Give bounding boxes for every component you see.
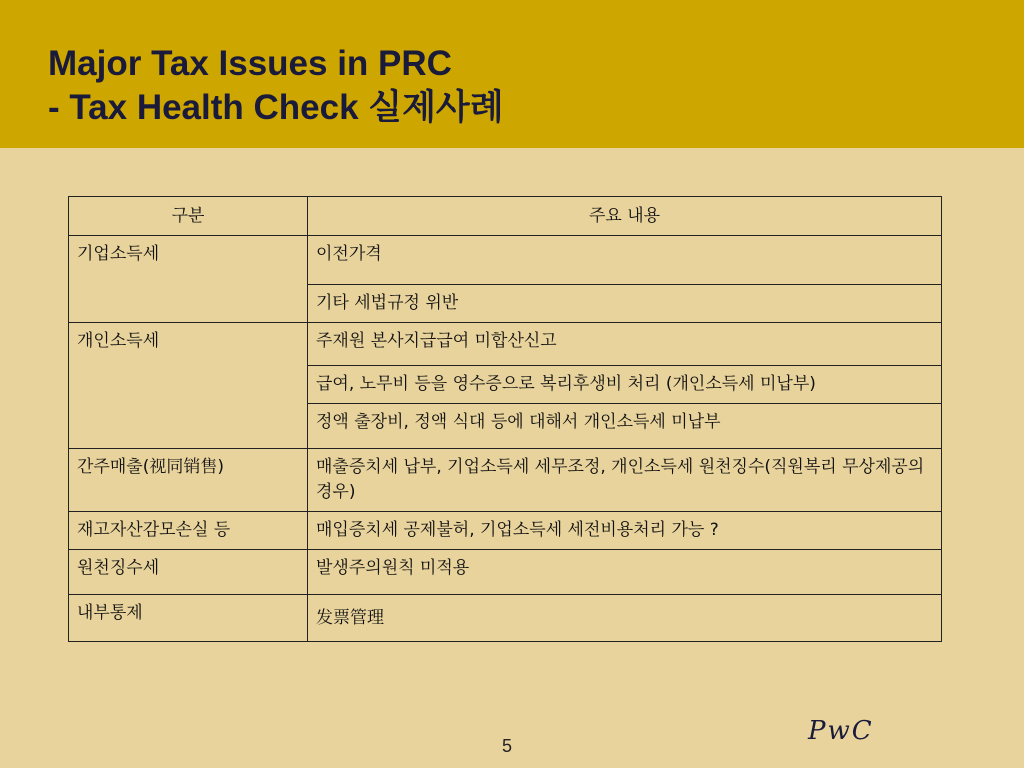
- table-row: [69, 236, 942, 285]
- content-cell: 발생주의원칙 미적용: [308, 550, 942, 595]
- page-number: 5: [502, 736, 513, 756]
- category-cell: 내부통제: [69, 595, 308, 642]
- content-cell: 发票管理: [308, 595, 942, 642]
- content-cell: 급여, 노무비 등을 영수증으로 복리후생비 처리 (개인소득세 미납부): [308, 366, 942, 404]
- table-header-row: [69, 197, 942, 236]
- content-cell: 매출증치세 납부, 기업소득세 세무조정, 개인소득세 원천징수(직원복리 무상제공의 경우): [308, 449, 942, 512]
- title-line-1: Major Tax Issues in PRC: [48, 44, 452, 83]
- content-cell: 주재원 본사지급급여 미합산신고: [308, 323, 942, 366]
- table-row: [69, 512, 942, 550]
- category-cell: 재고자산감모손실 등: [69, 512, 308, 550]
- table-row: [69, 449, 942, 512]
- table-row: [69, 595, 942, 642]
- tax-issues-table: [68, 196, 942, 642]
- content-cell: 기타 세법규정 위반: [308, 285, 942, 323]
- category-cell: 개인소득세: [69, 323, 308, 449]
- title-line-2: - Tax Health Check 실제사례: [48, 88, 504, 127]
- category-cell: 간주매출(视同销售): [69, 449, 308, 512]
- table-row: [69, 550, 942, 595]
- slide-title: [48, 42, 504, 130]
- content-cell: 이전가격: [308, 236, 942, 285]
- table-row: [69, 323, 942, 366]
- category-cell: 원천징수세: [69, 550, 308, 595]
- pwc-logo: PwC: [808, 716, 874, 746]
- category-cell: 기업소득세: [69, 236, 308, 323]
- header-content: 주요 내용: [308, 197, 942, 236]
- header-category: 구분: [69, 197, 308, 236]
- content-cell: 매입증치세 공제불허, 기업소득세 세전비용처리 가능 ?: [308, 512, 942, 550]
- content-cell: 정액 출장비, 정액 식대 등에 대해서 개인소득세 미납부: [308, 404, 942, 449]
